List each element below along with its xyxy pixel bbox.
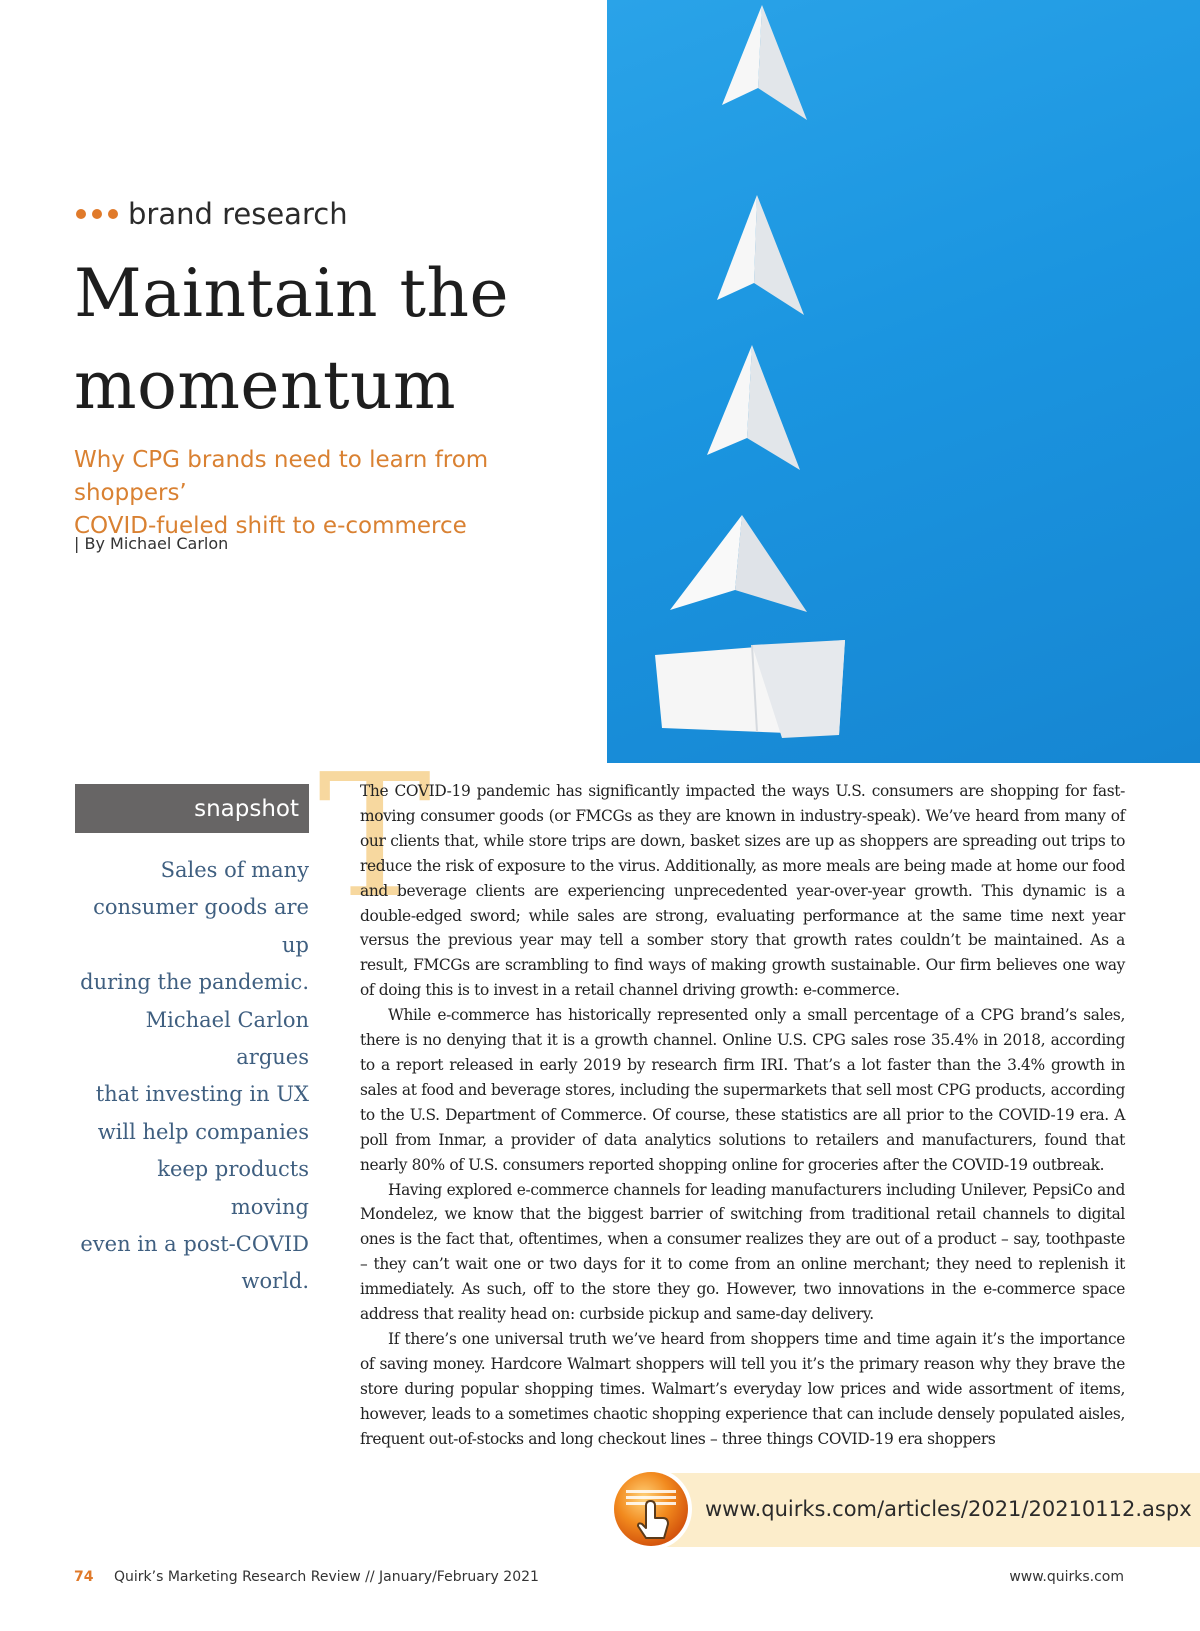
- page-title: [74, 248, 594, 432]
- pull-quote-line: consumer goods are up: [93, 895, 309, 957]
- article-paragraph: If there’s one universal truth we’ve heard from shoppers time and time again it’s the importance of saving money. Hardcore Walmart shoppers will tell you it’s the primary reason why they brave the store during popular shopping times. Walmart’s everyday low prices and wide assortment of items, however, leads to a sometimes chaotic shopping experience that can include densely populated aisles, frequent out-of-stocks and long checkout lines – three things COVID-19 era shoppers: [360, 1329, 1125, 1448]
- pull-quote-line: Sales of many: [160, 858, 309, 882]
- section-label-text: brand research: [128, 197, 348, 231]
- article-url-link[interactable]: www.quirks.com/articles/2021/20210112.aspx: [705, 1497, 1192, 1521]
- pull-quote: [75, 852, 309, 1301]
- page-title-line1: Maintain the: [74, 255, 510, 332]
- snapshot-label: snapshot: [194, 795, 299, 822]
- pull-quote-line: Michael Carlon argues: [145, 1007, 309, 1070]
- drop-cap: T: [318, 738, 432, 936]
- hero-image-paper-airplanes: [607, 0, 1200, 763]
- page-title-line2: momentum: [74, 347, 457, 424]
- bullet-dots-icon: [76, 209, 118, 219]
- article-paragraph: While e-commerce has historically represented only a small percentage of a CPG brand’s sales, there is no denying that it is a growth channel. Online U.S. CPG sales rose 35.4% in 2018, according to a report released in early 2019 by research firm IRI. That’s a lot faster than the 3.4% growth in sales at food and beverage stores, including the supermarkets that sell most CPG products, according to the U.S. Department of Commerce. Of course, these statistics are all prior to the COVID-19 era. A poll from Inmar, a provider of data analytics solutions to retailers and manufacturers, found that nearly 80% of U.S. consumers reported shopping online for groceries after the COVID-19 outbreak.: [360, 1006, 1125, 1174]
- article-body: [360, 779, 1125, 1451]
- article-paragraph: The COVID-19 pandemic has significantly impacted the ways U.S. consumers are shopping for fast-moving consumer goods (or FMCGs as they are known in industry-speak). We’ve heard from many of our clients that, while store trips are down, basket sizes are up as shoppers are spreading out trips to reduce the risk of exposure to the virus. Additionally, as more meals are being made at home our food and beverage clients are experiencing unprecedented year-over-year growth. This dynamic is a double-edged sword; while sales are strong, evaluating performance at the same time next year versus the previous year may tell a somber story that growth rates couldn’t be maintained. As a result, FMCGs are scrambling to find ways of making growth sustainable. Our firm believes one way of doing this is to invest in a retail channel driving growth: e-commerce.: [360, 782, 1125, 1000]
- article-paragraph: Having explored e-commerce channels for leading manufacturers including Unilever, PepsiCo and Mondelez, we know that the biggest barrier of switching from traditional retail channels to digital ones is the fact that, oftentimes, when a consumer realizes they are out of a product – say, toothpaste – they can’t wait one or two days for it to come from an online merchant; they need to replenish it immediately. As such, off to the store they go. However, two innovations in the e-commerce space address that reality head on: curbside pickup and same-day delivery.: [360, 1180, 1125, 1324]
- pull-quote-line: world.: [241, 1269, 309, 1294]
- section-label: [76, 196, 348, 232]
- subtitle-line2: COVID-fueled shift to e-commerce: [74, 513, 467, 539]
- subtitle-line1: Why CPG brands need to learn from shoppers’: [74, 447, 489, 506]
- pull-quote-line: during the pandemic.: [80, 970, 309, 995]
- publication-info: Quirk’s Marketing Research Review // January/February 2021: [114, 1569, 539, 1585]
- snapshot-header: [75, 784, 309, 833]
- subtitle: [74, 444, 604, 543]
- pull-quote-line: that investing in UX: [95, 1082, 309, 1107]
- footer-site-link[interactable]: www.quirks.com: [1009, 1569, 1124, 1585]
- pull-quote-line: will help companies: [97, 1119, 309, 1144]
- pull-quote-line: keep products moving: [157, 1157, 309, 1219]
- pull-quote-line: even in a post-COVID: [80, 1232, 309, 1257]
- byline: | By Michael Carlon: [74, 534, 229, 553]
- page-number: 74: [74, 1569, 94, 1585]
- hand-pointer-icon: [608, 1466, 694, 1552]
- paper-plane-icon: [607, 0, 1200, 763]
